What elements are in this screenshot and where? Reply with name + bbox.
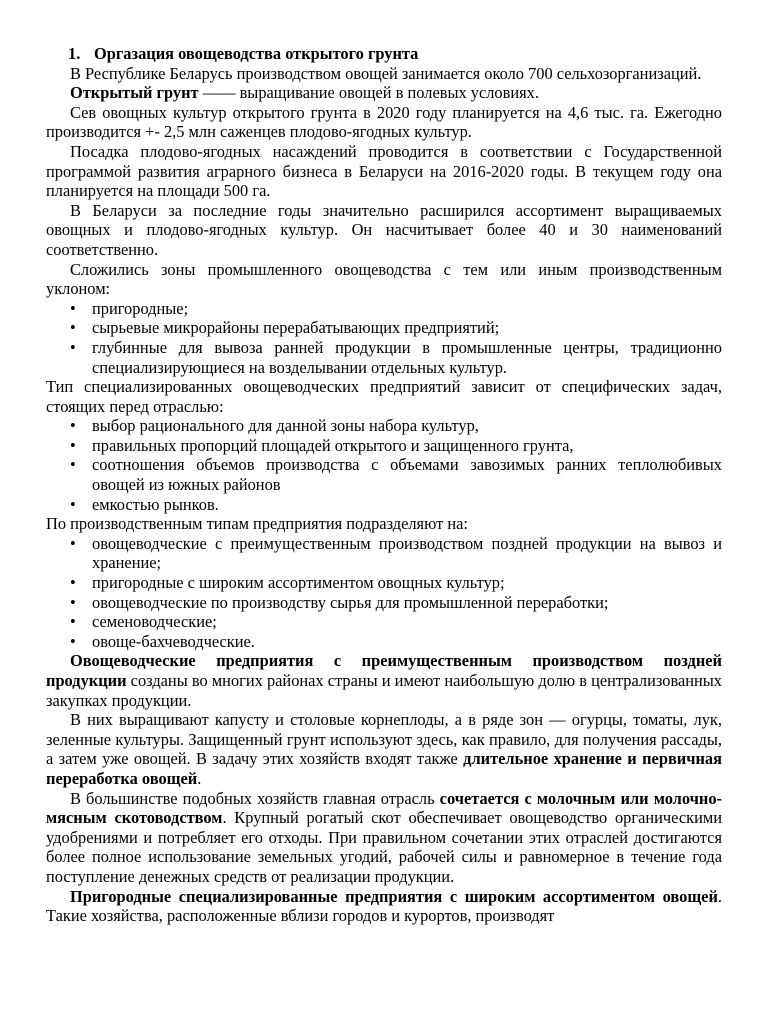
suburban-text: . Такие хозяйства, расположенные вблизи городов и курортов, производят <box>46 886 722 926</box>
list-item: • овощеводческие с преимущественным производством поздней продукции на вывоз и хранение; <box>46 534 722 573</box>
term-suburban: Пригородные специализированные предприятия с широким ассортиментом овощей <box>70 886 718 906</box>
list-item: • правильных пропорций площадей открытого и защищенного грунта, <box>46 436 722 456</box>
list-item: • пригородные; <box>46 299 722 319</box>
paragraph-late-production <box>46 651 722 710</box>
list-item: • овоще-бахчеводческие. <box>46 632 722 652</box>
definition-text: —— выращивание овощей в полевых условиях. <box>198 83 539 103</box>
crops-end: . <box>197 768 202 788</box>
paragraph-production-types: По производственным типам предприятия подразделяют на: <box>46 514 468 534</box>
section-number: 1. <box>68 44 81 63</box>
tasks-list <box>46 416 722 514</box>
list-item: • овощеводческие по производству сырья для промышленной переработки; <box>46 593 722 613</box>
term-late-production: Овощеводческие предприятия с преимущественным производством поздней продукции <box>46 651 722 690</box>
crops-text: В них выращивают капусту и столовые корнеплоды, а в ряде зон — огурцы, томаты, лук, зеленные культуры. Защищенный грунт используют здесь, как правило, для получения рассады, а затем уже овощей. В задачу этих хозяйств входят также <box>46 710 722 769</box>
list-item: • пригородные с широким ассортиментом овощных культур; <box>46 573 722 593</box>
paragraph-enterprise-type: Тип специализированных овощеводческих предприятий зависит от специфических задач, стоящих перед отраслью: <box>46 377 722 416</box>
list-item: • выбор рационального для данной зоны набора культур, <box>46 416 722 436</box>
paragraph-open-ground-definition <box>46 83 722 103</box>
paragraph-zones: Сложились зоны промышленного овощеводства с тем или иным производственным уклоном: <box>46 259 722 299</box>
livestock-text: . Крупный рогатый скот обеспечивает овощеводство органическими удобрениями и потребляет его отходы. При правильном сочетании этих отраслей достигаются более полное использование земельных угодий, рабочей силы и равномерное в течение года поступление денежных средств от реализации продукции. <box>46 808 722 886</box>
paragraph-suburban <box>46 887 722 926</box>
paragraph-sowing: Сев овощных культур открытого грунта в 2020 году планируется на 4,6 тыс. га. Ежегодно производится +- 2,5 млн саженцев плодово-ягодных культур. <box>46 102 722 142</box>
list-item: • сырьевые микрорайоны перерабатывающих предприятий; <box>46 318 722 338</box>
term-livestock: сочетается с молочным или молочно-мясным скотоводством <box>46 788 722 828</box>
paragraph-planting: Посадка плодово-ягодных насаждений проводится в соответствии с Государственной программой развития аграрного бизнеса в Беларуси на 2016-2020 годы. В текущем году она планируется на площади 500 га. <box>46 141 722 201</box>
late-production-text: созданы во многих районах страны и имеют наибольшую долю в централизованных закупках продукции. <box>46 671 722 710</box>
paragraph-crops <box>46 710 722 788</box>
document-page <box>46 44 722 926</box>
paragraph-livestock <box>46 789 722 887</box>
list-item: • глубинные для вывоза ранней продукции в промышленные центры, традиционно специализирующиеся на возделывании отдельных культур. <box>46 338 722 377</box>
section-title: Оргазация овощеводства открытого грунта <box>94 44 419 63</box>
section-heading <box>68 44 722 64</box>
paragraph-producers: В Республике Беларусь производством овощей занимается около 700 сельхозорганизаций. <box>70 63 702 83</box>
list-item: • емкостью рынков. <box>46 495 722 515</box>
list-item: • семеноводческие; <box>46 612 722 632</box>
term-storage: длительное хранение и первичная переработка овощей <box>46 749 722 788</box>
paragraph-assortment: В Беларуси за последние годы значительно расширился ассортимент выращиваемых овощных и плодово-ягодных культур. Он насчитывает более 40 и 30 наименований соответственно. <box>46 200 722 259</box>
zones-list <box>46 299 722 377</box>
production-types-list <box>46 534 722 652</box>
list-item: • соотношения объемов производства с объемами завозимых ранних теплолюбивых овощей из южных районов <box>46 455 722 494</box>
term-open-ground: Открытый грунт <box>70 83 199 103</box>
livestock-intro: В большинстве подобных хозяйств главная отрасль <box>70 788 440 808</box>
